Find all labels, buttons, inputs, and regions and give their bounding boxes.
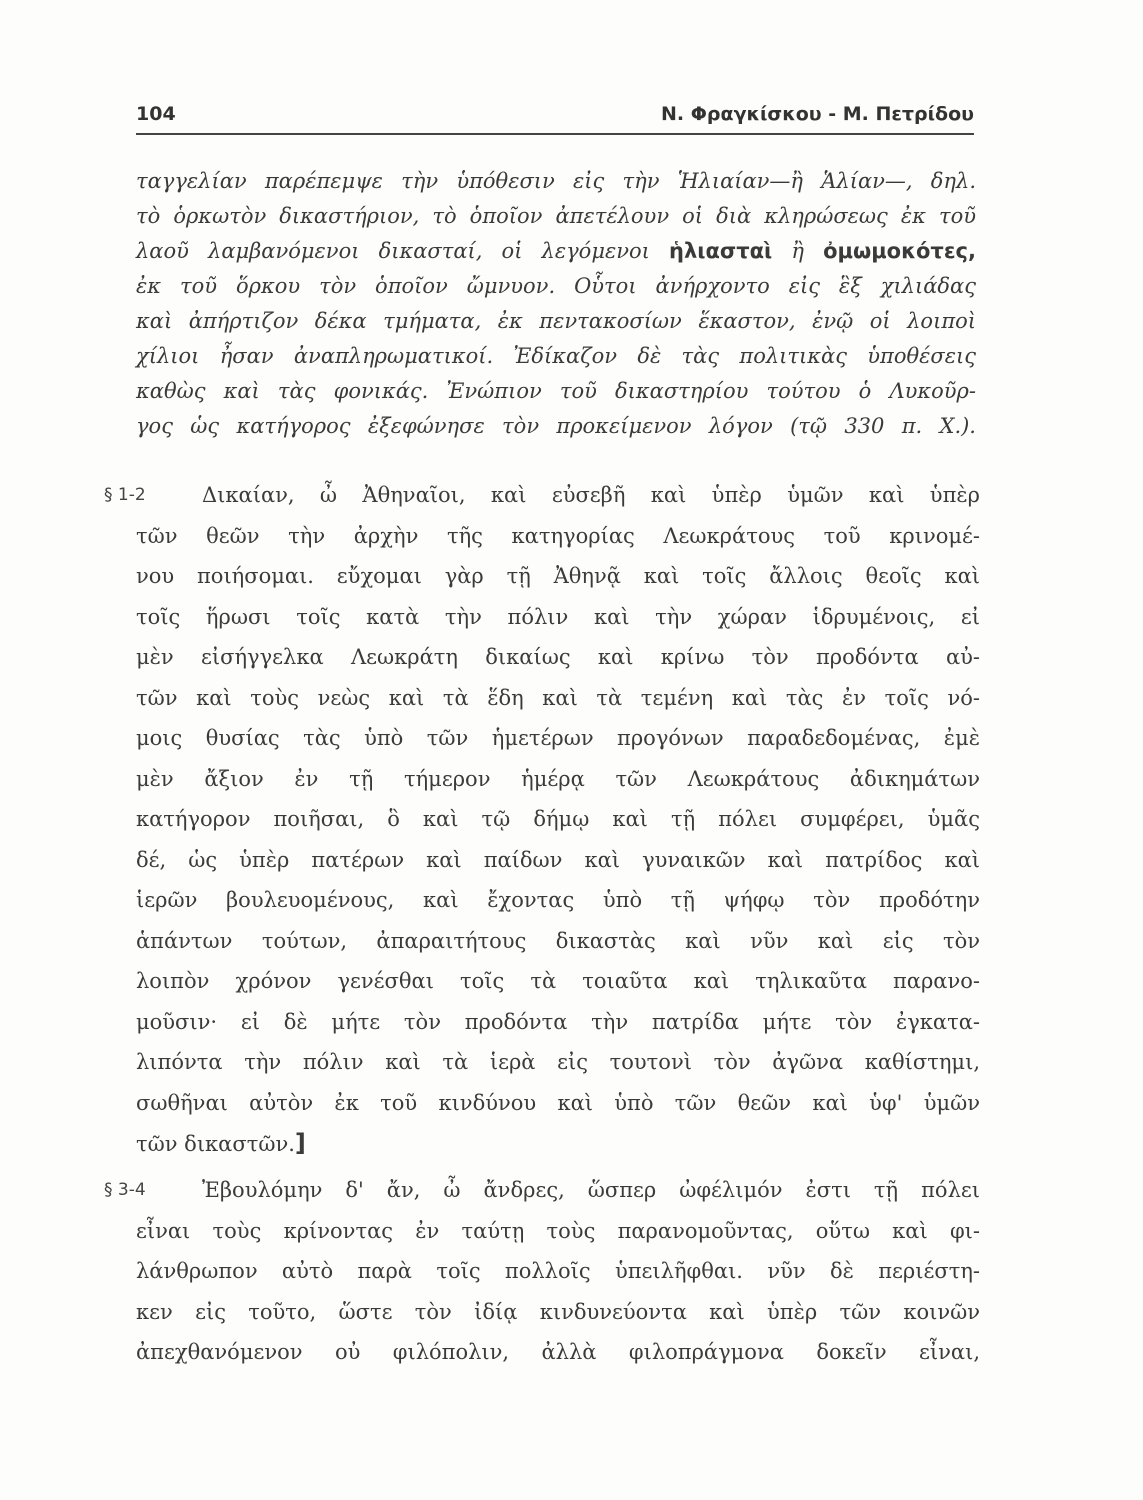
text-line: σωθῆναι αὐτὸν ἐκ τοῦ κινδύνου καὶ ὑπὸ τῶν θεῶν καὶ ὑφ' ὑμῶν xyxy=(136,1090,980,1115)
intro-line: καθὼς καὶ τὰς φονικάς. Ἐνώπιον τοῦ δικαστηρίου τούτου ὁ Λυκοῦρ- xyxy=(136,379,976,403)
page-header xyxy=(136,103,974,135)
text-line: λιπόντα τὴν πόλιν καὶ τὰ ἱερὰ εἰς τουτονὶ τὸν ἀγῶνα καθίστημι, xyxy=(136,1050,980,1074)
intro-line-text: λαοῦ λαμβανόμενοι δικασταί, οἱ λεγόμενοι xyxy=(136,239,650,263)
intro-line: ταγγελίαν παρέπεμψε τὴν ὑπόθεσιν εἰς τὴν Ἡλιαίαν—ἢ Ἁλίαν—, δηλ. xyxy=(136,169,976,193)
text-line: Δικαίαν, ὦ Ἀθηναῖοι, καὶ εὐσεβῆ καὶ ὑπὲρ ὑμῶν καὶ ὑπὲρ xyxy=(202,483,980,507)
section-text xyxy=(136,1170,980,1373)
closing-bracket: ] xyxy=(294,1129,306,1157)
text-line: τοῖς ἥρωσι τοῖς κατὰ τὴν πόλιν καὶ τὴν χώραν ἱδρυμένοις, εἰ xyxy=(136,604,980,629)
text-line: μὲν ἄξιον ἐν τῇ τήμερον ἡμέρᾳ τῶν Λεωκράτους ἀδικημάτων xyxy=(136,766,980,791)
intro-line: ἐκ τοῦ ὅρκου τὸν ὁποῖον ὤμνυον. Οὗτοι ἀνήρχοντο εἰς ἓξ χιλιάδας xyxy=(136,274,976,298)
text-line: λοιπὸν χρόνον γενέσθαι τοῖς τὰ τοιαῦτα καὶ τηλικαῦτα παρανο- xyxy=(136,969,980,993)
section-label: § 1-2 xyxy=(104,485,146,505)
intro-line: τὸ ὁρκωτὸν δικαστήριον, τὸ ὁποῖον ἀπετέλουν οἱ διὰ κληρώσεως ἐκ τοῦ xyxy=(136,204,976,228)
bold-term-omomokotes: ὀμωμοκότες, xyxy=(823,239,976,263)
text-line: ἱερῶν βουλευομένους, καὶ ἔχοντας ὑπὸ τῇ ψήφῳ τὸν προδότην xyxy=(136,888,980,912)
conjunction-or: ἢ xyxy=(791,239,804,263)
text-line: κεν εἰς τοῦτο, ὥστε τὸν ἰδίᾳ κινδυνεύοντα καὶ ὑπὲρ τῶν κοινῶν xyxy=(136,1299,980,1324)
text-line: κατήγορον ποιῆσαι, ὃ καὶ τῷ δήμῳ καὶ τῇ πόλει συμφέρει, ὑμᾶς xyxy=(136,807,980,831)
intro-line: καὶ ἀπήρτιζον δέκα τμήματα, ἐκ πεντακοσίων ἕκαστον, ἐνῷ οἱ λοιποὶ xyxy=(136,309,976,333)
section-text xyxy=(136,475,980,1164)
text-line: δέ, ὡς ὑπὲρ πατέρων καὶ παίδων καὶ γυναικῶν καὶ πατρίδος καὶ xyxy=(136,847,980,872)
text-line: τῶν καὶ τοὺς νεὼς καὶ τὰ ἕδη καὶ τὰ τεμένη καὶ τὰς ἐν τοῖς νό- xyxy=(136,685,980,710)
text-line: ἀπεχθανόμενον οὐ φιλόπολιν, ἀλλὰ φιλοπράγμονα δοκεῖν εἶναι, xyxy=(136,1340,980,1364)
text-line: μοις θυσίας τὰς ὑπὸ τῶν ἡμετέρων προγόνων παραδεδομένας, ἐμὲ xyxy=(136,726,980,750)
section-label: § 3-4 xyxy=(104,1180,146,1200)
text-line: τῶν θεῶν τὴν ἀρχὴν τῆς κατηγορίας Λεωκράτους τοῦ κρινομέ- xyxy=(136,523,980,548)
page-number: 104 xyxy=(136,103,176,125)
bold-term-heliastai: ἡλιασταὶ xyxy=(669,239,773,263)
intro-line: χίλιοι ἦσαν ἀναπληρωματικοί. Ἐδίκαζον δὲ τὰς πολιτικὰς ὑποθέσεις xyxy=(136,344,976,368)
introduction-paragraph xyxy=(136,164,976,444)
text-line: λάνθρωπον αὐτὸ παρὰ τοῖς πολλοῖς ὑπειλῆφθαι. νῦν δὲ περιέστη- xyxy=(136,1259,980,1283)
intro-line: γος ὡς κατήγορος ἐξεφώνησε τὸν προκείμενον λόγον (τῷ 330 π. Χ.). xyxy=(136,414,976,438)
text-line: μὲν εἰσήγγελκα Λεωκράτη δικαίως καὶ κρίνω τὸν προδόντα αὐ- xyxy=(136,645,980,669)
text-line: εἶναι τοὺς κρίνοντας ἐν ταύτῃ τοὺς παρανομοῦντας, οὕτω καὶ φι- xyxy=(136,1218,980,1243)
text-line: νου ποιήσομαι. εὔχομαι γὰρ τῇ Ἀθηνᾷ καὶ τοῖς ἄλλοις θεοῖς καὶ xyxy=(136,564,980,588)
text-line xyxy=(136,1123,980,1164)
intro-line xyxy=(136,234,976,269)
text-line: μοῦσιν· εἰ δὲ μήτε τὸν προδόντα τὴν πατρίδα μήτε τὸν ἐγκατα- xyxy=(136,1009,980,1034)
text-line-content: τῶν δικαστῶν. xyxy=(136,1132,295,1156)
text-line: ἁπάντων τούτων, ἀπαραιτήτους δικαστὰς καὶ νῦν καὶ εἰς τὸν xyxy=(136,928,980,953)
running-head: Ν. Φραγκίσκου - Μ. Πετρίδου xyxy=(661,103,974,125)
text-line: Ἐβουλόμην δ' ἄν, ὦ ἄνδρες, ὥσπερ ὠφέλιμόν ἐστι τῇ πόλει xyxy=(202,1178,980,1202)
